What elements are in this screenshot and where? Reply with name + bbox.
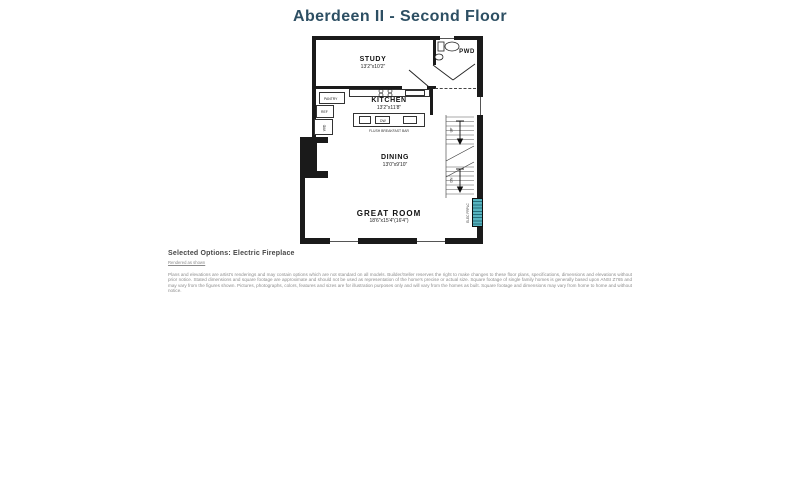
selected-options-text: Selected Options: Electric Fireplace [168, 250, 295, 257]
page-title: Aberdeen II - Second Floor [293, 8, 507, 25]
room-label-dining: DINING [380, 154, 410, 161]
room-label-kitchen: KITCHEN [371, 97, 407, 104]
pwd-door-swing [433, 64, 475, 80]
room-label-study: STUDY [359, 56, 387, 63]
cooktop-icon [379, 89, 392, 97]
dishwasher-label: DW [380, 119, 386, 123]
stairs-down-label: DN [449, 177, 454, 183]
room-dims-dining: 13'0"x9'10" [382, 162, 408, 168]
breakfast-bar-label: FLUSH BREAKFAST BAR [369, 128, 409, 133]
floor-plan [283, 33, 511, 248]
sink-icon [435, 54, 443, 60]
stairs-up-label: UP [449, 127, 454, 133]
rendering-note: Rendered as shown [168, 259, 206, 265]
room-dims-great-room: 18'6"x15'4"(16'4") [369, 218, 409, 224]
room-dims-kitchen: 13'2"x11'8" [376, 105, 402, 111]
stair-direction-arrows [456, 121, 464, 192]
pantry-label: PANTRY [324, 96, 338, 101]
ref-label: REF [321, 110, 328, 114]
disclaimer-text: Plans and elevations are artist's renderings and may contain options which are not standard on all models. Builder/Seller reserves the right to make changes to these floor plans, specifications, dimensions and elevations without prior notice. Stated dimensions and square footage are approximate and should not be used as representation of the home's precise or actual size. Square footage of single family homes is generally based upon ANSI Z765 and may vary from the figures shown. Pictures, photographs, colors, features and sizes are for illustration purposes only and will vary from the homes as built. Square footage and dimensions may vary from home to home and without notice. [168, 271, 632, 294]
electric-fireplace-label: ELEC FRPLC [466, 203, 470, 223]
toilet-icon [438, 42, 459, 51]
footer [168, 250, 632, 294]
washer-dryer-label: W/D [322, 124, 327, 131]
electric-fireplace [472, 198, 483, 227]
room-dims-study: 13'2"x10'2" [360, 64, 386, 70]
study-door-swing [409, 70, 429, 87]
room-label-great-room: GREAT ROOM [356, 209, 422, 218]
room-label-pwd: PWD [459, 49, 475, 55]
